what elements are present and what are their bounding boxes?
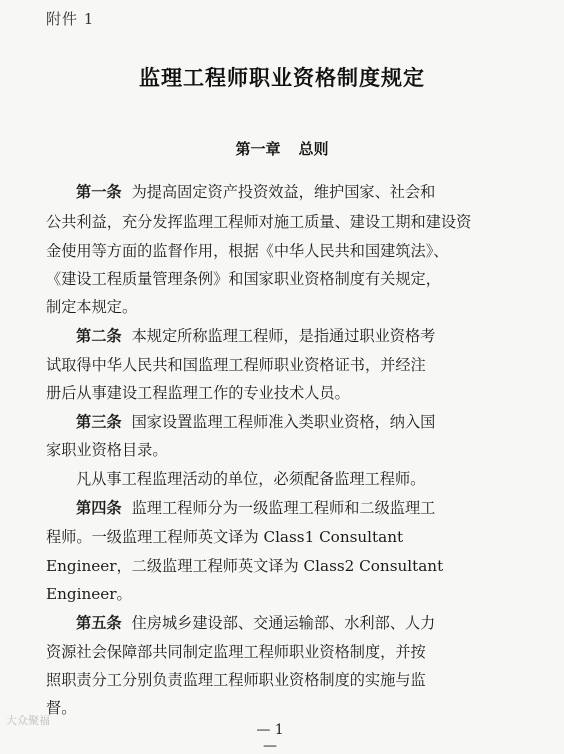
article-5-line-4: 督。 xyxy=(46,699,77,717)
chapter-number: 第一章 xyxy=(235,140,281,158)
article-5-line-2: 资源社会保障部共同制定监理工程师职业资格制度，并按 xyxy=(46,643,426,661)
article-text: 国家设置监理工程师准入类职业资格，纳入国 xyxy=(131,413,436,431)
page-number: — 1 — xyxy=(256,722,284,754)
article-2-line-2: 试取得中华人民共和国监理工程师职业资格证书，并经注 xyxy=(46,356,426,374)
article-1-line-1 xyxy=(76,181,435,202)
chapter-name: 总则 xyxy=(298,140,329,158)
article-3-label: 第三条 xyxy=(76,413,122,431)
article-4-line-3: Engineer，二级监理工程师英文译为 Class2 Consultant xyxy=(46,557,444,575)
chapter-heading xyxy=(0,138,564,159)
article-5-label: 第五条 xyxy=(76,614,122,632)
article-5-line-1 xyxy=(76,612,435,633)
article-3-line-2: 家职业资格目录。 xyxy=(46,441,168,459)
article-text: 监理工程师分为一级监理工程师和二级监理工 xyxy=(131,499,436,517)
article-1-line-5: 制定本规定。 xyxy=(46,298,138,316)
article-4-line-2: 程师。一级监理工程师英文译为 Class1 Consultant xyxy=(46,528,404,546)
article-4-line-4: Engineer。 xyxy=(46,585,132,603)
article-2-line-3: 册后从事建设工程监理工作的专业技术人员。 xyxy=(46,384,350,402)
article-3-para-2: 凡从事工程监理活动的单位，必须配备监理工程师。 xyxy=(76,470,426,488)
article-2-label: 第二条 xyxy=(76,327,122,345)
article-2-line-1 xyxy=(76,325,435,346)
document-title: 监理工程师职业资格制度规定 xyxy=(139,66,425,90)
watermark-logo: 大众聚福 xyxy=(6,714,50,727)
article-3-line-1 xyxy=(76,411,435,432)
attachment-label: 附件 1 xyxy=(46,10,95,28)
article-1-label: 第一条 xyxy=(76,183,122,201)
article-5-line-3: 照职责分工分别负责监理工程师职业资格制度的实施与监 xyxy=(46,671,426,689)
article-1-line-3: 金使用等方面的监督作用，根据《中华人民共和国建筑法》、 xyxy=(46,242,449,260)
article-1-line-4: 《建设工程质量管理条例》和国家职业资格制度有关规定， xyxy=(46,270,441,288)
article-text: 住房城乡建设部、交通运输部、水利部、人力 xyxy=(131,614,436,632)
article-4-line-1 xyxy=(76,497,435,518)
article-1-line-2: 公共利益，充分发挥监理工程师对施工质量、建设工期和建设资 xyxy=(46,213,472,231)
article-text: 为提高固定资产投资效益，维护国家、社会和 xyxy=(131,183,436,201)
article-text: 本规定所称监理工程师，是指通过职业资格考 xyxy=(131,327,436,345)
article-4-label: 第四条 xyxy=(76,499,122,517)
